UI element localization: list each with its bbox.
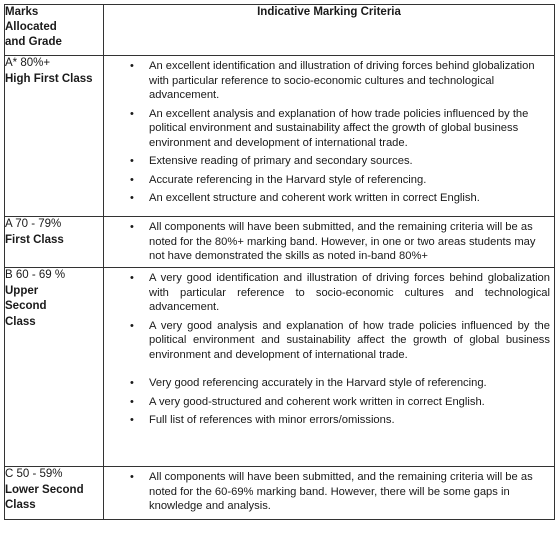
list-item: • All components will have been submitted, and the remaining criteria will be as noted for the 60-69% marking band. However, there will be some gaps in knowledge and analysis. [104, 470, 550, 514]
criteria-list [104, 56, 554, 209]
criteria-cell [104, 467, 555, 520]
list-item: • A very good-structured and coherent work written in correct English. [104, 395, 550, 410]
grade-name: Upper Second Class [5, 284, 47, 328]
grade-cell [5, 467, 104, 520]
table-row [5, 268, 555, 467]
table-header-row [5, 5, 555, 56]
grade-cell [5, 56, 104, 217]
list-item: • A very good analysis and explanation of how trade policies influenced by the political environment and sustainability affect the growth of global business environment and development of international trade. [104, 319, 550, 363]
criteria-cell [104, 56, 555, 217]
list-item: • All components will have been submitted, and the remaining criteria will be as noted for the 80%+ marking band. However, in one or two areas students may not have demonstrated the skills as noted in-band 80%+ [104, 220, 550, 264]
grade-name: High First Class [5, 72, 93, 85]
grade-cell [5, 217, 104, 268]
marking-criteria-table [4, 4, 555, 520]
list-item: • Very good referencing accurately in the Harvard style of referencing. [104, 376, 550, 391]
criteria-cell [104, 268, 555, 467]
list-item: • Accurate referencing in the Harvard style of referencing. [104, 173, 550, 188]
table-row [5, 56, 555, 217]
list-item: • Extensive reading of primary and secondary sources. [104, 154, 550, 169]
list-item: • An excellent analysis and explanation of how trade policies influenced by the political environment and sustainability affect the growth of global business environment and development of international trade. [104, 107, 550, 151]
criteria-list [104, 467, 554, 517]
grade-range: B 60 - 69 % [5, 269, 66, 281]
header-indicative-criteria: Indicative Marking Criteria [104, 5, 555, 56]
criteria-cell [104, 217, 555, 268]
criteria-list [104, 268, 554, 431]
list-item: • An excellent identification and illustration of driving forces behind globalization with particular reference to socio-economic cultures and technological advancement. [104, 59, 550, 103]
table-row [5, 217, 555, 268]
header-marks-allocated: Marks Allocated and Grade [5, 5, 104, 56]
table-row [5, 467, 555, 520]
list-item: • An excellent structure and coherent work written in correct English. [104, 191, 550, 206]
grade-name: Lower Second Class [5, 483, 84, 511]
grade-range: A 70 - 79% [5, 218, 62, 230]
list-item: • A very good identification and illustration of driving forces behind globalization with particular reference to socio-economic cultures and technological advancement. [104, 271, 550, 315]
criteria-list [104, 217, 554, 267]
list-item: • Full list of references with minor errors/omissions. [104, 413, 550, 428]
grade-cell [5, 268, 104, 467]
grade-name: First Class [5, 233, 64, 246]
grade-range: A* 80%+ [5, 57, 51, 69]
grade-range: C 50 - 59% [5, 468, 63, 480]
